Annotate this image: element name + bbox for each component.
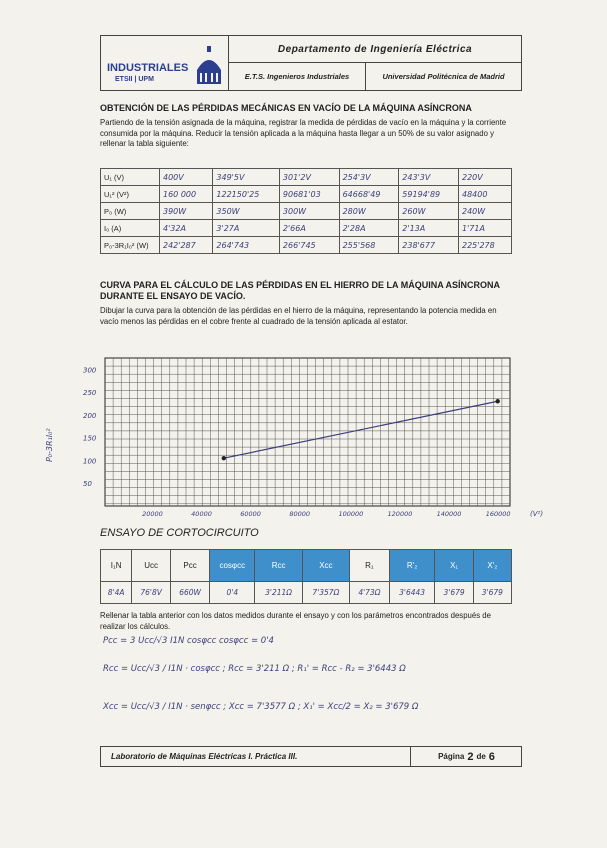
x-tick-label: 160000 bbox=[485, 510, 511, 518]
table-cell: 2'66A bbox=[279, 220, 339, 237]
value-cell: 76'8V bbox=[132, 582, 171, 604]
row-label: I₀ (A) bbox=[101, 220, 160, 237]
y-axis-label: P₀-3R₁I₀² bbox=[45, 428, 54, 462]
value-cell: 3'679 bbox=[473, 582, 511, 604]
table-cell: 264'743 bbox=[213, 237, 279, 254]
x-tick-label: 20000 bbox=[142, 510, 163, 518]
table-cell: 59194'89 bbox=[399, 186, 459, 203]
x-tick-label: 40000 bbox=[191, 510, 212, 518]
header-cell: Rcc bbox=[255, 550, 302, 582]
table-cell: 300W bbox=[279, 203, 339, 220]
table-cell: 350W bbox=[213, 203, 279, 220]
header-cell: I₁N bbox=[101, 550, 132, 582]
table-cell: 240W bbox=[459, 203, 512, 220]
dome-icon bbox=[195, 46, 223, 86]
section1-title: OBTENCIÓN DE LAS PÉRDIDAS MECÁNICAS EN VACÍO DE LA MÁQUINA ASÍNCRONA bbox=[100, 103, 472, 113]
value-cell: 660W bbox=[171, 582, 210, 604]
table-cell: 266'745 bbox=[279, 237, 339, 254]
x-unit-label: (V²) bbox=[530, 510, 544, 518]
y-tick-label: 100 bbox=[83, 457, 97, 466]
page-word: Página bbox=[438, 752, 465, 761]
y-tick-label: 300 bbox=[83, 366, 97, 375]
calc-note-3: Xcc = Ucc/√3 / I1N · senφcc ; Xcc = 7'3577 Ω ; X₁' = Xcc/2 = X₂ = 3'679 Ω bbox=[103, 702, 419, 712]
value-cell: 4'73Ω bbox=[350, 582, 390, 604]
table-cell: 48400 bbox=[459, 186, 512, 203]
table-cell: 243'3V bbox=[399, 169, 459, 186]
table-cell: 280W bbox=[339, 203, 399, 220]
table-cell: 400V bbox=[160, 169, 213, 186]
section2-title: CURVA PARA EL CÁLCULO DE LAS PÉRDIDAS EN EL HIERRO DE LA MÁQUINA ASÍNCRONA DURANTE EL ENSAYO DE VACÍO. bbox=[100, 280, 500, 301]
table-row bbox=[101, 203, 512, 220]
table-row bbox=[101, 186, 512, 203]
x-tick-label: 80000 bbox=[289, 510, 311, 518]
section2-text: Dibujar la curva para la obtención de las pérdidas en el hierro de la máquina, representando la potencia medida en vacío menos las pérdidas en el cobre frente al cuadrado de la tensión aplicada al estator. bbox=[100, 306, 497, 326]
row-label: U₁ (V) bbox=[101, 169, 160, 186]
data-point bbox=[496, 399, 500, 403]
row-label: P₀-3R₁I₀² (W) bbox=[101, 237, 160, 254]
header-cell: cosφcc bbox=[210, 550, 255, 582]
short-circuit-table bbox=[100, 549, 512, 604]
value-cell: 3'211Ω bbox=[255, 582, 302, 604]
school-name: E.T.S. Ingenieros Industriales bbox=[229, 63, 366, 90]
page-number bbox=[412, 747, 521, 766]
value-cell: 7'357Ω bbox=[302, 582, 349, 604]
series-line bbox=[224, 401, 498, 458]
table-cell: 220V bbox=[459, 169, 512, 186]
iron-loss-chart bbox=[0, 350, 607, 520]
table-cell: 3'27A bbox=[213, 220, 279, 237]
y-tick-label: 250 bbox=[83, 389, 97, 398]
table-row bbox=[101, 237, 512, 254]
university-name: Universidad Politécnica de Madrid bbox=[382, 72, 505, 81]
value-cell: 8'4A bbox=[101, 582, 132, 604]
header-cell: X₁ bbox=[435, 550, 473, 582]
table-cell: 225'278 bbox=[459, 237, 512, 254]
table-cell: 349'5V bbox=[213, 169, 279, 186]
data-point bbox=[222, 456, 226, 460]
table-row bbox=[101, 220, 512, 237]
page-current: 2 bbox=[467, 750, 474, 763]
y-tick-label: 200 bbox=[83, 411, 97, 420]
section1-text: Partiendo de la tensión asignada de la máquina, registrar la medida de pérdidas de vacío en la máquina y la corriente consumida por la máquina. Reducir la tensión aplicada a la máquina hasta llegar a un 50% de su valor asignado y rellenar la tabla siguiente: bbox=[100, 118, 507, 148]
row-label: P₀ (W) bbox=[101, 203, 160, 220]
of-word: de bbox=[476, 752, 486, 761]
x-tick-label: 60000 bbox=[240, 510, 261, 518]
table-cell: 238'677 bbox=[399, 237, 459, 254]
table-cell: 122150'25 bbox=[213, 186, 279, 203]
page-total: 6 bbox=[488, 750, 495, 763]
x-tick-label: 120000 bbox=[387, 510, 413, 518]
header-cell: R'₂ bbox=[389, 550, 435, 582]
table-cell: 301'2V bbox=[279, 169, 339, 186]
y-tick-label: 50 bbox=[83, 480, 92, 489]
logo-sub: ETSII | UPM bbox=[115, 76, 154, 83]
x-tick-label: 140000 bbox=[436, 510, 462, 518]
x-tick-label: 100000 bbox=[338, 510, 364, 518]
value-cell: 0'4 bbox=[210, 582, 255, 604]
table-cell: 254'3V bbox=[339, 169, 399, 186]
table-cell: 1'71A bbox=[459, 220, 512, 237]
department-title: Departamento de Ingeniería Eléctrica bbox=[229, 36, 521, 63]
table-cell: 64668'49 bbox=[339, 186, 399, 203]
header-cell: Xcc bbox=[302, 550, 349, 582]
section3-instruction: Rellenar la tabla anterior con los datos medidos durante el ensayo y con los parámetros encontrados después de realizar los cálculos. bbox=[100, 611, 491, 631]
value-cell: 3'679 bbox=[435, 582, 473, 604]
table-cell: 90681'03 bbox=[279, 186, 339, 203]
table-row bbox=[101, 169, 512, 186]
y-tick-label: 150 bbox=[83, 434, 97, 443]
table-cell: 390W bbox=[160, 203, 213, 220]
page-header bbox=[100, 35, 522, 91]
table-cell: 160 000 bbox=[160, 186, 213, 203]
logo bbox=[101, 36, 229, 90]
page-footer bbox=[100, 746, 522, 767]
logo-word: INDUSTRIALES bbox=[107, 62, 189, 74]
header-cell: Ucc bbox=[132, 550, 171, 582]
header-cell: Pcc bbox=[171, 550, 210, 582]
calc-note-1: Pcc = 3 Ucc/√3 I1N cosφcc cosφcc = 0'4 bbox=[103, 636, 274, 646]
value-cell: 3'6443 bbox=[389, 582, 435, 604]
table-cell: 4'32A bbox=[160, 220, 213, 237]
calc-note-2: Rcc = Ucc/√3 / I1N · cosφcc ; Rcc = 3'211 Ω ; R₁' = Rcc - R₂ = 3'6443 Ω bbox=[103, 664, 406, 674]
table-cell: 260W bbox=[399, 203, 459, 220]
vacuum-table bbox=[100, 168, 512, 254]
table-cell: 255'568 bbox=[339, 237, 399, 254]
footer-lab: Laboratorio de Máquinas Eléctricas I. Práctica III. bbox=[101, 747, 411, 766]
header-cell: R₁ bbox=[350, 550, 390, 582]
section3-title: ENSAYO DE CORTOCIRCUITO bbox=[100, 527, 259, 539]
table-cell: 2'13A bbox=[399, 220, 459, 237]
table-cell: 2'28A bbox=[339, 220, 399, 237]
row-label: U₁² (V²) bbox=[101, 186, 160, 203]
table-cell: 242'287 bbox=[160, 237, 213, 254]
header-cell: X'₂ bbox=[473, 550, 511, 582]
